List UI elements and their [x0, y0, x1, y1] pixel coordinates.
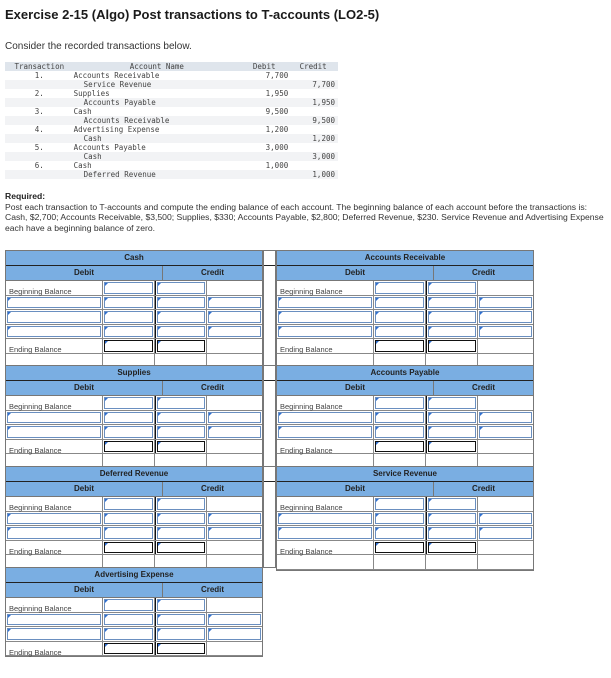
ending-balance-label: Ending Balance: [9, 546, 62, 556]
ending-credit-input[interactable]: [428, 340, 476, 352]
transaction-number: 3.: [34, 107, 44, 116]
beginning-balance-row: [6, 281, 262, 296]
ending-balance-row: [6, 440, 262, 455]
debit-transaction-select[interactable]: [278, 426, 372, 438]
beginning-balance-label: Beginning Balance: [9, 503, 72, 512]
account-name: Cash: [73, 107, 92, 116]
entry-row: [277, 411, 533, 426]
debit-amount-input[interactable]: [375, 426, 424, 438]
table-row: [5, 71, 338, 80]
credit-transaction-select[interactable]: [157, 326, 205, 338]
credit-transaction-select[interactable]: [157, 527, 205, 539]
column-separator: [263, 466, 276, 568]
credit-transaction-select[interactable]: [157, 614, 205, 626]
ending-credit-input[interactable]: [157, 542, 205, 554]
ending-balance-label: Ending Balance: [280, 546, 333, 556]
credit-transaction-select[interactable]: [157, 311, 205, 323]
debit-transaction-select[interactable]: [7, 297, 101, 309]
credit-transaction-select[interactable]: [157, 426, 205, 438]
debit-amount-input[interactable]: [104, 412, 153, 424]
credit-transaction-select[interactable]: [157, 628, 205, 640]
table-row: [5, 107, 338, 116]
header-transaction: Transaction: [5, 62, 74, 71]
credit-transaction-select[interactable]: [157, 297, 205, 309]
debit-amount-input[interactable]: [375, 326, 424, 338]
table-row: [5, 89, 338, 98]
credit-amount: 3,000: [291, 152, 338, 161]
debit-amount-input[interactable]: [375, 412, 424, 424]
entry-row: [277, 512, 533, 527]
debit-transaction-select[interactable]: [278, 513, 372, 525]
required-section: [5, 191, 605, 233]
credit-transaction-select[interactable]: [428, 513, 476, 525]
table-row: [5, 170, 338, 179]
t-account-title: Service Revenue: [277, 467, 533, 482]
credit-amount: [291, 125, 338, 134]
debit-transaction-select[interactable]: [7, 614, 101, 626]
debit-transaction-select[interactable]: [7, 412, 101, 424]
t-account-title: Accounts Payable: [277, 366, 533, 381]
table-row: [5, 134, 338, 143]
transactions-header-row: [5, 62, 338, 71]
t-account-title: Supplies: [6, 366, 262, 381]
transaction-number: [5, 170, 74, 179]
debit-amount-input[interactable]: [375, 311, 424, 323]
table-row: [5, 116, 338, 125]
account-name: Service Revenue: [74, 80, 241, 89]
beginning-balance-label: Beginning Balance: [280, 287, 343, 296]
table-row: [5, 161, 338, 170]
account-name: Accounts Payable: [73, 143, 146, 152]
beginning-debit-input[interactable]: [104, 599, 153, 611]
required-text: Post each transaction to T-accounts and compute the ending balance of each account. The beginning balance of each account before the transactions is: Cash, $2,700; Accounts Receivable, $3,500; Supplies, $330; Accounts Payable, $2,800; Deferred Revenue, $230. Service Revenue and Advertising Expense each have a beginning balance of zero.: [5, 201, 604, 233]
debit-amount-input[interactable]: [104, 513, 153, 525]
debit-header: Debit: [6, 482, 163, 496]
credit-transaction-select[interactable]: [428, 412, 476, 424]
credit-transaction-select[interactable]: [428, 326, 476, 338]
transaction-number: [5, 98, 74, 107]
beginning-debit-input[interactable]: [104, 397, 153, 409]
credit-amount: [291, 143, 338, 152]
ending-credit-input[interactable]: [428, 542, 476, 554]
debit-header: Debit: [277, 482, 434, 496]
credit-amount-input[interactable]: [479, 326, 532, 338]
debit-header: Debit: [6, 381, 163, 395]
entry-row: [6, 325, 262, 340]
beginning-balance-row: [6, 497, 262, 512]
transactions-table: [5, 62, 338, 179]
ending-debit-input[interactable]: [104, 340, 153, 352]
debit-amount: [240, 98, 291, 107]
ending-balance-label: Ending Balance: [280, 345, 333, 354]
header-credit: Credit: [291, 62, 338, 71]
beginning-balance-row: [6, 396, 262, 411]
ending-balance-row: [277, 339, 533, 354]
entry-row: [277, 310, 533, 325]
debit-transaction-select[interactable]: [278, 297, 372, 309]
debit-amount: [240, 116, 291, 125]
debit-amount: 7,700: [265, 71, 289, 80]
ending-credit-input[interactable]: [157, 643, 205, 655]
credit-amount-input[interactable]: [208, 426, 261, 438]
account-name: Supplies: [73, 89, 110, 98]
t-account-title: Advertising Expense: [6, 568, 262, 583]
t-account-cash: [5, 250, 263, 369]
debit-amount: 1,200: [265, 125, 289, 134]
entry-row: [277, 425, 533, 440]
header-account-name: Account Name: [74, 62, 241, 71]
debit-transaction-select[interactable]: [278, 527, 372, 539]
beginning-balance-row: [6, 598, 262, 613]
beginning-balance-label: Beginning Balance: [280, 503, 343, 512]
debit-amount: [240, 134, 291, 143]
debit-amount: 3,000: [265, 143, 289, 152]
beginning-credit-input[interactable]: [157, 282, 205, 294]
debit-header: Debit: [6, 266, 163, 280]
beginning-credit-input[interactable]: [157, 599, 205, 611]
table-row: [5, 143, 338, 152]
ending-balance-label: Ending Balance: [9, 647, 62, 657]
credit-amount-input[interactable]: [208, 527, 261, 539]
debit-transaction-select[interactable]: [278, 412, 372, 424]
beginning-balance-label: Beginning Balance: [280, 402, 343, 411]
t-account-service-revenue: [276, 466, 534, 571]
ending-balance-row: [6, 339, 262, 354]
credit-amount: 1,200: [291, 134, 338, 143]
credit-amount: [291, 71, 338, 80]
beginning-debit-input[interactable]: [375, 282, 424, 294]
entry-row: [6, 411, 262, 426]
account-name: Cash: [74, 152, 241, 161]
debit-transaction-select[interactable]: [7, 326, 101, 338]
beginning-credit-input[interactable]: [157, 498, 205, 510]
debit-amount: 9,500: [265, 107, 289, 116]
beginning-debit-input[interactable]: [375, 498, 424, 510]
debit-header: Debit: [6, 583, 163, 597]
credit-header: Credit: [471, 484, 496, 493]
header-debit: Debit: [240, 62, 291, 71]
credit-transaction-select[interactable]: [157, 513, 205, 525]
entry-row: [6, 512, 262, 527]
transaction-number: 5.: [34, 143, 44, 152]
credit-amount: 1,000: [291, 170, 338, 179]
beginning-debit-input[interactable]: [104, 498, 153, 510]
transaction-number: 2.: [34, 89, 44, 98]
credit-amount-input[interactable]: [208, 311, 261, 323]
spacer-row: [277, 555, 533, 570]
beginning-credit-input[interactable]: [428, 282, 476, 294]
account-name: Advertising Expense: [73, 125, 160, 134]
account-name: Accounts Receivable: [73, 71, 160, 80]
credit-transaction-select[interactable]: [428, 297, 476, 309]
debit-transaction-select[interactable]: [7, 311, 101, 323]
credit-transaction-select[interactable]: [428, 311, 476, 323]
transaction-number: [5, 116, 74, 125]
transaction-number: [5, 80, 74, 89]
credit-amount-input[interactable]: [479, 297, 532, 309]
column-separator: [263, 365, 276, 467]
beginning-debit-input[interactable]: [375, 397, 424, 409]
credit-amount-input[interactable]: [479, 527, 532, 539]
credit-header: Credit: [471, 383, 496, 392]
ending-debit-input[interactable]: [104, 441, 153, 453]
account-name: Cash: [73, 161, 92, 170]
debit-amount-input[interactable]: [375, 513, 424, 525]
ending-debit-input[interactable]: [375, 542, 424, 554]
beginning-balance-row: [277, 281, 533, 296]
transaction-number: 1.: [34, 71, 44, 80]
credit-amount: [291, 89, 338, 98]
entry-row: [6, 613, 262, 628]
debit-transaction-select[interactable]: [278, 326, 372, 338]
debit-transaction-select[interactable]: [7, 513, 101, 525]
debit-amount: 1,950: [265, 89, 289, 98]
account-name: Deferred Revenue: [74, 170, 241, 179]
t-account-accounts-receivable: [276, 250, 534, 369]
beginning-balance-row: [277, 497, 533, 512]
beginning-credit-input[interactable]: [157, 397, 205, 409]
table-row: [5, 98, 338, 107]
ending-debit-input[interactable]: [375, 441, 424, 453]
entry-row: [6, 425, 262, 440]
ending-balance-label: Ending Balance: [280, 445, 333, 455]
debit-amount: [240, 170, 291, 179]
beginning-balance-label: Beginning Balance: [9, 402, 72, 411]
ending-balance-row: [277, 440, 533, 455]
ending-balance-label: Ending Balance: [9, 345, 62, 354]
credit-amount: [291, 161, 338, 170]
entry-row: [6, 627, 262, 642]
ending-debit-input[interactable]: [104, 643, 153, 655]
debit-transaction-select[interactable]: [7, 426, 101, 438]
credit-amount: 9,500: [291, 116, 338, 125]
beginning-credit-input[interactable]: [428, 397, 476, 409]
credit-amount-input[interactable]: [479, 513, 532, 525]
entry-row: [6, 296, 262, 311]
debit-amount-input[interactable]: [375, 527, 424, 539]
credit-amount: 1,950: [291, 98, 338, 107]
credit-amount-input[interactable]: [479, 412, 532, 424]
entry-row: [6, 526, 262, 541]
table-row: [5, 80, 338, 89]
debit-amount: [240, 80, 291, 89]
entry-row: [6, 310, 262, 325]
column-separator: [263, 250, 276, 366]
t-account-deferred-revenue: [5, 466, 263, 571]
account-name: Cash: [74, 134, 241, 143]
credit-amount: [291, 107, 338, 116]
debit-amount-input[interactable]: [104, 297, 153, 309]
debit-transaction-select[interactable]: [7, 628, 101, 640]
credit-amount-input[interactable]: [208, 628, 261, 640]
debit-header: Debit: [277, 381, 434, 395]
debit-transaction-select[interactable]: [7, 527, 101, 539]
credit-header: Credit: [200, 383, 225, 392]
credit-header: Credit: [471, 268, 496, 277]
beginning-balance-label: Beginning Balance: [9, 287, 72, 296]
debit-amount-input[interactable]: [104, 326, 153, 338]
credit-amount: 7,700: [291, 80, 338, 89]
credit-header: Credit: [200, 585, 225, 594]
ending-balance-row: [277, 541, 533, 556]
account-name: Accounts Receivable: [74, 116, 241, 125]
credit-amount-input[interactable]: [479, 426, 532, 438]
beginning-balance-row: [277, 396, 533, 411]
debit-amount: [240, 152, 291, 161]
credit-transaction-select[interactable]: [157, 412, 205, 424]
debit-amount-input[interactable]: [104, 426, 153, 438]
debit-amount-input[interactable]: [104, 311, 153, 323]
debit-amount-input[interactable]: [104, 628, 153, 640]
transaction-number: 4.: [34, 125, 44, 134]
transaction-number: [5, 152, 74, 161]
debit-amount-input[interactable]: [104, 614, 153, 626]
credit-amount-input[interactable]: [208, 326, 261, 338]
t-account-title: Cash: [6, 251, 262, 266]
debit-amount: 1,000: [265, 161, 289, 170]
credit-amount-input[interactable]: [208, 513, 261, 525]
entry-row: [277, 296, 533, 311]
t-account-advertising-expense: [5, 567, 263, 657]
ending-balance-row: [6, 642, 262, 657]
debit-header: Debit: [277, 266, 434, 280]
ending-credit-input[interactable]: [157, 441, 205, 453]
entry-row: [277, 325, 533, 340]
transaction-number: [5, 134, 74, 143]
required-label: Required:: [5, 191, 46, 201]
ending-debit-input[interactable]: [375, 340, 424, 352]
ending-balance-label: Ending Balance: [9, 445, 62, 455]
credit-header: Credit: [200, 268, 225, 277]
credit-transaction-select[interactable]: [428, 426, 476, 438]
credit-amount-input[interactable]: [208, 614, 261, 626]
credit-transaction-select[interactable]: [428, 527, 476, 539]
credit-amount-input[interactable]: [208, 297, 261, 309]
table-row: [5, 125, 338, 134]
debit-amount-input[interactable]: [104, 527, 153, 539]
t-account-title: Deferred Revenue: [6, 467, 262, 482]
t-account-supplies: [5, 365, 263, 470]
page-title: Exercise 2-15 (Algo) Post transactions to T-accounts (LO2-5): [5, 7, 380, 22]
t-account-title: Accounts Receivable: [277, 251, 533, 266]
credit-amount-input[interactable]: [208, 412, 261, 424]
t-account-accounts-payable: [276, 365, 534, 470]
debit-amount-input[interactable]: [375, 297, 424, 309]
account-name: Accounts Payable: [74, 98, 241, 107]
credit-header: Credit: [200, 484, 225, 493]
entry-row: [277, 526, 533, 541]
transaction-number: 6.: [34, 161, 44, 170]
ending-credit-input[interactable]: [428, 441, 476, 453]
beginning-debit-input[interactable]: [104, 282, 153, 294]
credit-amount-input[interactable]: [479, 311, 532, 323]
ending-debit-input[interactable]: [104, 542, 153, 554]
intro-text: Consider the recorded transactions below.: [5, 41, 192, 52]
beginning-balance-label: Beginning Balance: [9, 604, 72, 613]
ending-credit-input[interactable]: [157, 340, 205, 352]
table-row: [5, 152, 338, 161]
beginning-credit-input[interactable]: [428, 498, 476, 510]
ending-balance-row: [6, 541, 262, 556]
debit-transaction-select[interactable]: [278, 311, 372, 323]
